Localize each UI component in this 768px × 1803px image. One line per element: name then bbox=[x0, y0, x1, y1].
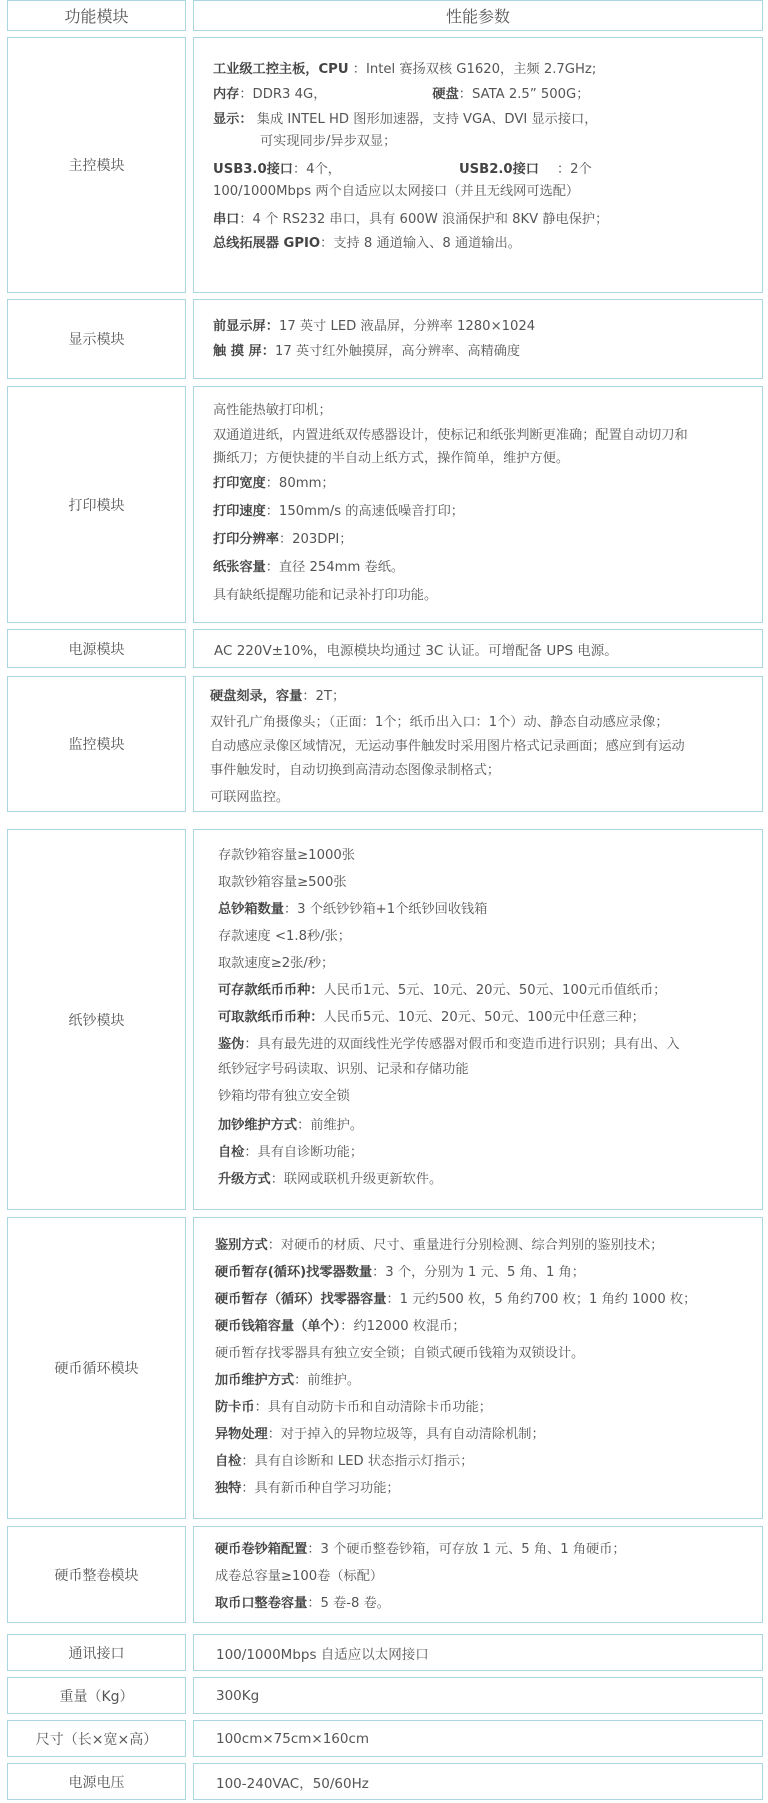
row-content-monitor bbox=[193, 676, 763, 812]
line: 触 摸 屏：17 英寸红外触摸屏，高分辨率、高精确度 bbox=[213, 344, 521, 359]
row-content-print bbox=[193, 386, 763, 623]
line: 具有缺纸提醒功能和记录补打印功能。 bbox=[213, 588, 438, 603]
line: 加币维护方式：前维护。 bbox=[215, 1373, 361, 1388]
line: 内存：DDR3 4G， 硬盘：SATA 2.5” 500G； bbox=[213, 87, 590, 102]
row-label-roll: 硬币整卷模块 bbox=[7, 1526, 186, 1623]
row-label-display: 显示模块 bbox=[7, 299, 186, 379]
line: 总线拓展器 GPIO：支持 8 通道输入、8 通道输出。 bbox=[213, 236, 521, 251]
row-label-note: 纸钞模块 bbox=[7, 829, 186, 1210]
row-label-monitor: 监控模块 bbox=[7, 676, 186, 812]
line: 取款钞箱容量≥500张 bbox=[218, 875, 347, 890]
line: 自动感应录像区域情况，无运动事件触发时采用图片格式记录画面；感应到有运动 bbox=[210, 739, 685, 754]
row-content-mainctl bbox=[193, 37, 763, 293]
line: 硬盘刻录，容量：2T； bbox=[210, 689, 346, 704]
header-module: 功能模块 bbox=[7, 0, 186, 31]
line: 前显示屏：17 英寸 LED 液晶屏，分辨率 1280×1024 bbox=[213, 319, 536, 334]
row-content-roll bbox=[193, 1526, 763, 1623]
line: USB3.0接口：4个， USB2.0接口 ：2个 bbox=[213, 162, 592, 177]
line: 串口：4 个 RS232 串口，具有 600W 浪涌保护和 8KV 静电保护； bbox=[213, 212, 609, 227]
row-content-weight: 300Kg bbox=[193, 1677, 763, 1714]
line: 独特：具有新币种自学习功能； bbox=[215, 1481, 400, 1496]
line: 取款速度≥2张/秒； bbox=[218, 956, 335, 971]
row-label-power: 电源模块 bbox=[7, 629, 186, 668]
line: 钞箱均带有独立安全锁 bbox=[218, 1089, 350, 1104]
line: 硬币暂存（循环）找零器容量：1 元约500 枚，5 角约700 枚；1 角约 1000 枚； bbox=[215, 1292, 697, 1307]
row-label-comm: 通讯接口 bbox=[7, 1634, 186, 1671]
header-params: 性能参数 bbox=[193, 0, 763, 31]
line: 存款钞箱容量≥1000张 bbox=[218, 848, 355, 863]
line: 硬币暂存(循环)找零器数量：3 个，分别为 1 元、5 角、1 角； bbox=[215, 1265, 585, 1280]
line: 异物处理：对于掉入的异物垃圾等，具有自动清除机制； bbox=[215, 1427, 545, 1442]
row-content-size: 100cm×75cm×160cm bbox=[193, 1720, 763, 1757]
row-label-size: 尺寸（长×宽×高） bbox=[7, 1720, 186, 1757]
line: 纸张容量：直径 254mm 卷纸。 bbox=[213, 560, 405, 575]
line: 双通道进纸，内置进纸双传感器设计，使标记和纸张判断更准确；配置自动切刀和 bbox=[213, 428, 688, 443]
row-content-display bbox=[193, 299, 763, 379]
line: 可实现同步/异步双显； bbox=[260, 134, 397, 149]
line: 硬币钱箱容量（单个）：约12000 枚混币； bbox=[215, 1319, 466, 1334]
line: 可存款纸币币种：人民币1元、5元、10元、20元、50元、100元币值纸币； bbox=[218, 983, 667, 998]
line: 存款速度 <1.8秒/张； bbox=[218, 929, 351, 944]
line: 鉴伪：具有最先进的双面线性光学传感器对假币和变造币进行识别；具有出、入 bbox=[218, 1037, 680, 1052]
row-content-coin bbox=[193, 1217, 763, 1519]
line: 撕纸刀；方便快捷的半自动上纸方式，操作简单，维护方便。 bbox=[213, 451, 570, 466]
line: 硬币暂存找零器具有独立安全锁；自锁式硬币钱箱为双锁设计。 bbox=[215, 1346, 585, 1361]
line: 打印分辨率：203DPI； bbox=[213, 532, 353, 547]
line: 防卡币：具有自动防卡币和自动清除卡币功能； bbox=[215, 1400, 492, 1415]
line: 自检：具有自诊断功能； bbox=[218, 1145, 364, 1160]
row-content-power: AC 220V±10%，电源模块均通过 3C 认证。可增配备 UPS 电源。 bbox=[193, 629, 763, 668]
line: 加钞维护方式：前维护。 bbox=[218, 1118, 364, 1133]
row-label-voltage: 电源电压 bbox=[7, 1763, 186, 1800]
line: 硬币卷钞箱配置：3 个硬币整卷钞箱，可存放 1 元、5 角、1 角硬币； bbox=[215, 1542, 626, 1557]
line: 工业级工控主板，CPU ：Intel 赛扬双核 G1620，主频 2.7GHz; bbox=[213, 62, 597, 77]
line: 打印宽度：80mm； bbox=[213, 476, 335, 491]
line: 事件触发时，自动切换到高清动态图像录制格式； bbox=[210, 763, 501, 778]
line: 高性能热敏打印机； bbox=[213, 403, 332, 418]
row-content-comm: 100/1000Mbps 自适应以太网接口 bbox=[193, 1634, 763, 1671]
line: 可联网监控。 bbox=[210, 790, 290, 805]
line: 总钞箱数量：3 个纸钞钞箱+1个纸钞回收钱箱 bbox=[218, 902, 488, 917]
row-content-note bbox=[193, 829, 763, 1210]
line: 双针孔广角摄像头；（正面：1个；纸币出入口：1个）动、静态自动感应录像； bbox=[210, 715, 669, 730]
line: 100/1000Mbps 两个自适应以太网接口（并且无线网可选配） bbox=[213, 184, 580, 199]
row-content-voltage: 100-240VAC，50/60Hz bbox=[193, 1763, 763, 1800]
line: 鉴别方式：对硬币的材质、尺寸、重量进行分别检测、综合判别的鉴别技术； bbox=[215, 1238, 664, 1253]
line: 升级方式：联网或联机升级更新软件。 bbox=[218, 1172, 443, 1187]
line: 成卷总容量≥100卷（标配） bbox=[215, 1569, 384, 1584]
row-label-mainctl: 主控模块 bbox=[7, 37, 186, 293]
line: 可取款纸币币种：人民币5元、10元、20元、50元、100元中任意三种； bbox=[218, 1010, 645, 1025]
row-label-print: 打印模块 bbox=[7, 386, 186, 623]
line: 取币口整卷容量：5 卷-8 卷。 bbox=[215, 1596, 390, 1611]
line: 纸钞冠字号码读取、识别、记录和存储功能 bbox=[218, 1062, 469, 1077]
row-label-coin: 硬币循环模块 bbox=[7, 1217, 186, 1519]
row-label-weight: 重量（Kg） bbox=[7, 1677, 186, 1714]
line: 显示： 集成 INTEL HD 图形加速器，支持 VGA、DVI 显示接口， bbox=[213, 112, 598, 127]
line: 自检：具有自诊断和 LED 状态指示灯指示； bbox=[215, 1454, 474, 1469]
line: 打印速度：150mm/s 的高速低噪音打印； bbox=[213, 504, 464, 519]
